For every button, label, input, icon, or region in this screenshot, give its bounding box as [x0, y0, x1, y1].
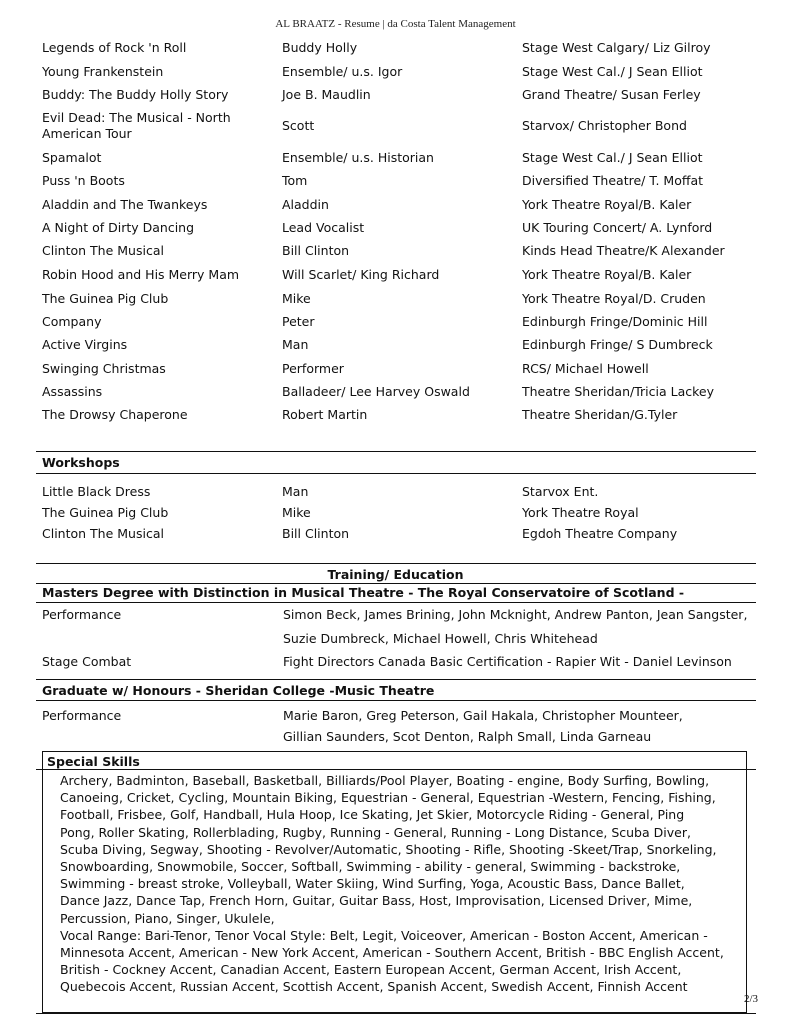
skills-line: Snowboarding, Snowmobile, Soccer, Softball, Swimming - ability - general, Swimming - backstroke, [60, 859, 681, 875]
credit-role: Mike [282, 291, 311, 306]
credit-company: York Theatre Royal/B. Kaler [522, 197, 692, 212]
credit-show: Swinging Christmas [42, 361, 166, 376]
skills-line: Swimming - breast stroke, Volleyball, Water Skiing, Wind Surfing, Yoga, Acoustic Bass, Dance Ballet, [60, 876, 685, 892]
credit-show: Clinton The Musical [42, 243, 164, 258]
section-divider [36, 583, 756, 584]
credit-company: RCS/ Michael Howell [522, 361, 649, 376]
training-value: Marie Baron, Greg Peterson, Gail Hakala, Christopher Mounteer, [283, 708, 683, 723]
credit-show: Robin Hood and His Merry Mam [42, 267, 240, 282]
workshop-company: Starvox Ent. [522, 484, 599, 499]
workshop-company: Egdoh Theatre Company [522, 526, 678, 541]
credit-show: Aladdin and The Twankeys [42, 197, 208, 212]
credit-company: Starvox/ Christopher Bond [522, 118, 687, 133]
special-skills-text [60, 772, 740, 996]
skills-line: Quebecois Accent, Russian Accent, Scottish Accent, Spanish Accent, Swedish Accent, Finnish Accent [60, 979, 688, 995]
section-divider [36, 602, 756, 603]
skills-line: Scuba Diving, Segway, Shooting - Revolver/Automatic, Shooting - Rifle, Shooting -Skeet/Trap, Snorkeling, [60, 841, 717, 857]
training-value: Suzie Dumbreck, Michael Howell, Chris Whitehead [283, 631, 598, 646]
credit-role: Lead Vocalist [282, 220, 365, 235]
page-header: AL BRAATZ - Resume | da Costa Talent Management [275, 18, 516, 30]
credit-role: Ensemble/ u.s. Igor [282, 64, 403, 79]
credit-role: Aladdin [282, 197, 329, 212]
credit-show: The Drowsy Chaperone [42, 407, 188, 422]
credit-company: Stage West Cal./ J Sean Elliot [522, 64, 703, 79]
skills-line: British - Cockney Accent, Canadian Accent, Eastern European Accent, German Accent, Irish Accent, [60, 962, 682, 978]
section-divider [36, 473, 756, 474]
credit-show: Young Frankenstein [42, 64, 164, 79]
credit-show: Buddy: The Buddy Holly Story [42, 87, 229, 102]
degree-masters: Masters Degree with Distinction in Musical Theatre - The Royal Conservatoire of Scotland - [42, 585, 685, 600]
credit-role: Bill Clinton [282, 243, 350, 258]
credit-company: Grand Theatre/ Susan Ferley [522, 87, 701, 102]
credit-company: York Theatre Royal/B. Kaler [522, 267, 692, 282]
skills-line: Football, Frisbee, Golf, Handball, Hula Hoop, Ice Skating, Jet Skier, Motorcycle Riding - General, Ping [60, 807, 685, 823]
credit-show: Puss 'n Boots [42, 173, 125, 188]
credit-company: Stage West Calgary/ Liz Gilroy [522, 40, 711, 55]
credit-role: Will Scarlet/ King Richard [282, 267, 440, 282]
workshops-heading: Workshops [42, 455, 120, 470]
credit-show: The Guinea Pig Club [42, 291, 169, 306]
credit-company: Theatre Sheridan/Tricia Lackey [522, 384, 714, 399]
credit-role: Performer [282, 361, 344, 376]
workshop-company: York Theatre Royal [522, 505, 639, 520]
training-value: Gillian Saunders, Scot Denton, Ralph Small, Linda Garneau [283, 729, 652, 744]
credit-company: Edinburgh Fringe/ S Dumbreck [522, 337, 713, 352]
training-value: Simon Beck, James Brining, John Mcknight, Andrew Panton, Jean Sangster, [283, 607, 748, 622]
skills-line: Archery, Badminton, Baseball, Basketball, Billiards/Pool Player, Boating - engine, Body Surfing, Bowling, [60, 773, 710, 788]
credit-show: A Night of Dirty Dancing [42, 220, 195, 235]
skills-line: Pong, Roller Skating, Rollerblading, Rugby, Running - General, Running - Long Distance, Scuba Diver, [60, 824, 691, 840]
workshop-show: Clinton The Musical [42, 526, 164, 541]
workshop-show: Little Black Dress [42, 484, 151, 499]
credit-show: Spamalot [42, 150, 102, 165]
credit-company: Stage West Cal./ J Sean Elliot [522, 150, 703, 165]
credit-role: Joe B. Maudlin [282, 87, 371, 102]
credit-show: Evil Dead: The Musical - North American Tour [42, 110, 231, 141]
credit-role: Peter [282, 314, 315, 329]
credit-company: Kinds Head Theatre/K Alexander [522, 243, 725, 258]
skills-line: Canoeing, Cricket, Cycling, Mountain Biking, Equestrian - General, Equestrian -Western, Fencing, Fishing, [60, 790, 716, 806]
credit-show: Active Virgins [42, 337, 128, 352]
section-divider [36, 1013, 756, 1014]
skills-line: Minnesota Accent, American - New York Accent, American - Southern Accent, British - BBC English Accent, [60, 945, 724, 961]
skills-line: Dance Jazz, Dance Tap, French Horn, Guitar, Guitar Bass, Host, Improvisation, Licensed Driver, Mime, [60, 893, 693, 909]
credit-company: UK Touring Concert/ A. Lynford [522, 220, 713, 235]
credit-company: Theatre Sheridan/G.Tyler [522, 407, 678, 422]
training-label: Performance [42, 607, 122, 622]
credit-show: Company [42, 314, 102, 329]
special-skills-heading: Special Skills [47, 754, 140, 769]
workshop-role: Bill Clinton [282, 526, 350, 541]
training-heading: Training/ Education [327, 567, 464, 582]
credit-show: Legends of Rock 'n Roll [42, 40, 187, 55]
workshop-role: Mike [282, 505, 311, 520]
credit-role: Tom [282, 173, 308, 188]
credit-role: Robert Martin [282, 407, 368, 422]
credit-role: Man [282, 337, 309, 352]
workshop-show: The Guinea Pig Club [42, 505, 169, 520]
section-divider [36, 700, 756, 701]
training-value: Fight Directors Canada Basic Certification - Rapier Wit - Daniel Levinson [283, 654, 732, 669]
credit-role: Ensemble/ u.s. Historian [282, 150, 434, 165]
section-divider [36, 451, 756, 452]
training-label: Stage Combat [42, 654, 132, 669]
credit-company: York Theatre Royal/D. Cruden [522, 291, 706, 306]
page-number: 2/3 [744, 993, 759, 1005]
section-divider [36, 563, 756, 564]
credit-role: Buddy Holly [282, 40, 358, 55]
workshop-role: Man [282, 484, 309, 499]
training-label: Performance [42, 708, 122, 723]
credit-show: Assassins [42, 384, 103, 399]
section-divider [36, 769, 756, 770]
degree-graduate: Graduate w/ Honours - Sheridan College -Music Theatre [42, 683, 435, 698]
skills-line: Percussion, Piano, Singer, Ukulele, [60, 910, 275, 926]
credit-role: Balladeer/ Lee Harvey Oswald [282, 384, 470, 399]
credit-company: Edinburgh Fringe/Dominic Hill [522, 314, 708, 329]
skills-line: Vocal Range: Bari-Tenor, Tenor Vocal Style: Belt, Legit, Voiceover, American - Boston Accent, American - [60, 927, 708, 943]
credit-company: Diversified Theatre/ T. Moffat [522, 173, 704, 188]
credit-role: Scott [282, 118, 315, 133]
section-divider [36, 679, 756, 680]
